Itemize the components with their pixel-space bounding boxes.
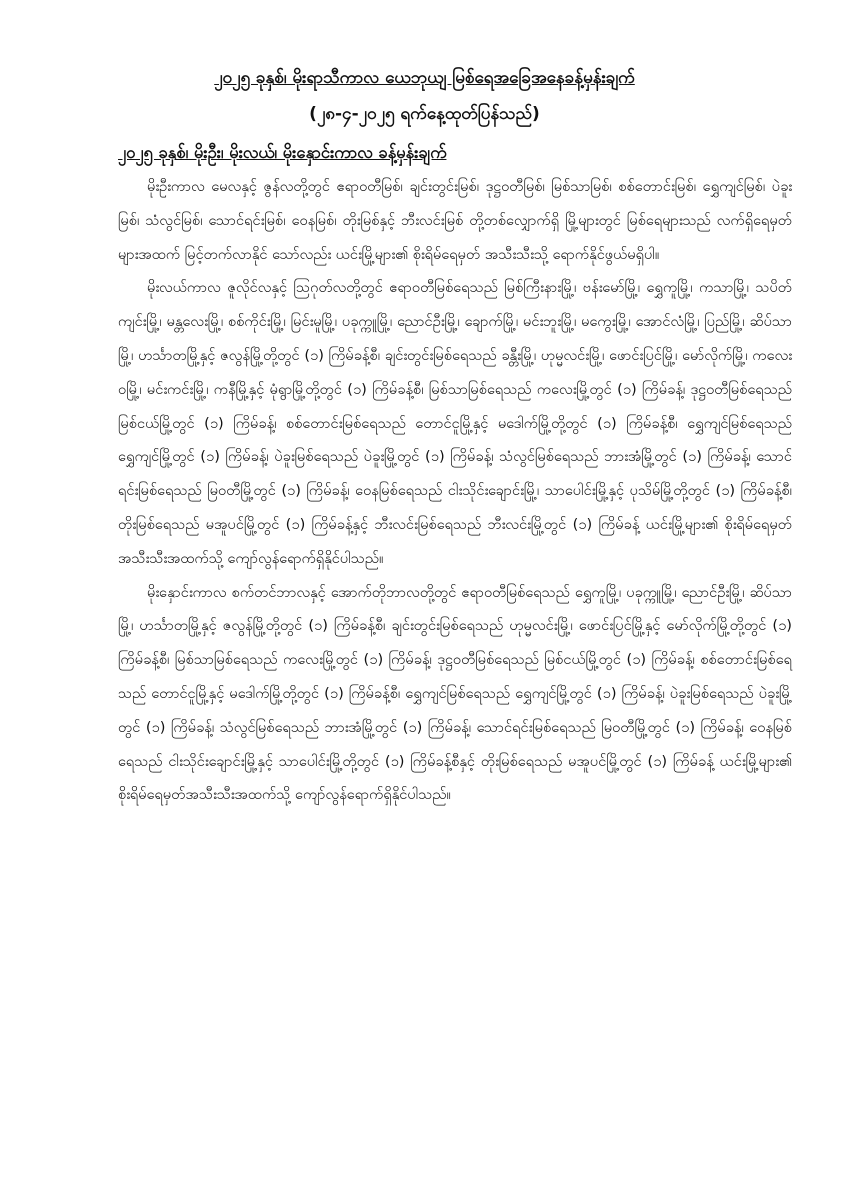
paragraph-mid-monsoon: မိုးလယ်ကာလ ဇူလိုင်လနှင့် သြဂုတ်လတို့တွင် ဧရာဝတီမြစ်ရေသည် မြစ်ကြီးနားမြို့၊ ဗန်းမော်မြို့၊ ရွှေကူမြို့၊ ကသာမြို့၊ သပိတ်ကျင်းမြို့၊ မန္တလေးမြို့၊ စစ်ကိုင်းမြို့၊ မြင်းမူမြို့၊ ပခုက္ကူမြို့၊ ညောင်ဦးမြို့၊ ချောက်မြို့၊ မင်းဘူးမြို့၊ မကွေးမြို့၊ အောင်လံမြို့၊ ပြည်မြို့၊ ဆိပ်သာမြို့၊ ဟင်္သာတမြို့နှင့် ဇလွန်မြို့တို့တွင် (၁) ကြိမ်ခန့်စီ၊ ချင်းတွင်းမြစ်ရေသည် ခန္တီးမြို့၊ ဟုမ္မလင်းမြို့၊ ဖောင်းပြင်မြို့၊ မော်လိုက်မြို့၊ ကလေးဝမြို့၊ မင်းကင်းမြို့၊ ကနီမြို့နှင့် မုံရွာမြို့တို့တွင် (၁) ကြိမ်ခန့်စီ၊ မြစ်သာမြစ်ရေသည် ကလေးမြို့တွင် (၁) ကြိမ်ခန့်၊ ဒုဋ္ဌဝတီမြစ်ရေသည် မြစ်ငယ်မြို့တွင် (၁) ကြိမ်ခန့်၊ စစ်တောင်းမြစ်ရေသည် တောင်ငူမြို့နှင့် မဒေါက်မြို့တို့တွင် (၁) ကြိမ်ခန့်စီ၊ ရွှေကျင်မြစ်ရေသည် ရွှေကျင်မြို့တွင် (၁) ကြိမ်ခန့်၊ ပဲခူးမြစ်ရေသည် ပဲခူးမြို့တွင် (၁) ကြိမ်ခန့်၊ သံလွင်မြစ်ရေသည် ဘားအံမြို့တွင် (၁) ကြိမ်ခန့်၊ သောင်ရင်းမြစ်ရေသည် မြဝတီမြို့တွင် (၁) ကြိမ်ခန့်၊ ဝေနမြစ်ရေသည် ငါးသိုင်းချောင်းမြို့၊ သာပေါင်းမြို့နှင့် ပုသိမ်မြို့တို့တွင် (၁) ကြိမ်ခန့်စီ၊ တိုးမြစ်ရေသည် မအူပင်မြို့တွင် (၁) ကြိမ်ခန့်နှင့် ဘီးလင်းမြစ်ရေသည် ဘီးလင်းမြို့တွင် (၁) ကြိမ်ခန့် ယင်းမြို့များ၏ စိုးရိမ်ရေမှတ်အသီးသီးအထက်သို့ ကျော်လွန်ရောက်ရှိနိုင်ပါသည်။ <box>118 279 792 567</box>
issue-date-line: (၂၈-၄-၂၀၂၅ ရက်နေ့ထုတ်ပြန်သည်) <box>309 104 540 124</box>
section-heading: ၂၀၂၅ ခုနှစ်၊ မိုးဦး၊ မိုးလယ်၊ မိုးနှောင်းကာလ ခန့်မှန်းချက် <box>118 143 447 162</box>
paragraph-late-monsoon: မိုးနှောင်းကာလ စက်တင်ဘာလနှင့် အောက်တိုဘာလတို့တွင် ဧရာဝတီမြစ်ရေသည် ရွှေကူမြို့၊ ပခုက္ကူမြို့၊ ညောင်ဦးမြို့၊ ဆိပ်သာမြို့၊ ဟင်္သာတမြို့နှင့် ဇလွန်မြို့တို့တွင် (၁) ကြိမ်ခန့်စီ၊ ချင်းတွင်းမြစ်ရေသည် ဟုမ္မလင်းမြို့၊ ဖောင်းပြင်မြို့နှင့် မော်လိုက်မြို့တို့တွင် (၁) ကြိမ်ခန့်စီ၊ မြစ်သာမြစ်ရေသည် ကလေးမြို့တွင် (၁) ကြိမ်ခန့်၊ ဒုဋ္ဌဝတီမြစ်ရေသည် မြစ်ငယ်မြို့တွင် (၁) ကြိမ်ခန့်၊ စစ်တောင်းမြစ်ရေသည် တောင်ငူမြို့နှင့် မဒေါက်မြို့တို့တွင် (၁) ကြိမ်ခန့်စီ၊ ရွှေကျင်မြစ်ရေသည် ရွှေကျင်မြို့တွင် (၁) ကြိမ်ခန့်၊ ပဲခူးမြစ်ရေသည် ပဲခူးမြို့တွင် (၁) ကြိမ်ခန့်၊ သံလွင်မြစ်ရေသည် ဘားအံမြို့တွင် (၁) ကြိမ်ခန့်၊ သောင်ရင်းမြစ်ရေသည် မြဝတီမြို့တွင် (၁) ကြိမ်ခန့်၊ ဝေနမြစ်ရေသည် ငါးသိုင်းချောင်းမြို့နှင့် သာပေါင်းမြို့တို့တွင် (၁) ကြိမ်ခန့်စီနှင့် တိုးမြစ်ရေသည် မအူပင်မြို့တွင် (၁) ကြိမ်ခန့် ယင်းမြို့များ၏ စိုးရိမ်ရေမှတ်အသီးသီးအထက်သို့ ကျော်လွန်ရောက်ရှိနိုင်ပါသည်။ <box>118 583 792 804</box>
paragraph-early-monsoon: မိုးဦးကာလ မေလနှင့် ဇွန်လတို့တွင် ဧရာဝတီမြစ်၊ ချင်းတွင်းမြစ်၊ ဒုဋ္ဌဝတီမြစ်၊ မြစ်သာမြစ်၊ စစ်တောင်းမြစ်၊ ရွှေကျင်မြစ်၊ ပဲခူးမြစ်၊ သံလွင်မြစ်၊ သောင်ရင်းမြစ်၊ ဝေနမြစ်၊ တိုးမြစ်နှင့် ဘီးလင်းမြစ် တို့တစ်လျှောက်ရှိ မြို့များတွင် မြစ်ရေများသည် လက်ရှိရေမှတ်များအထက် မြင့်တက်လာနိုင် သော်လည်း ယင်းမြို့များ၏ စိုးရိမ်ရေမှတ် အသီးသီးသို့ ရောက်နိုင်ဖွယ်မရှိပါ။ <box>118 178 792 263</box>
document-title-text: ၂၀၂၅ ခုနှစ်၊ မိုးရာသီကာလ ယေဘုယျ မြစ်ရေအခြေအနေခန့်မှန်းချက် <box>214 68 635 88</box>
document-body <box>118 170 792 812</box>
document-title <box>60 66 789 90</box>
